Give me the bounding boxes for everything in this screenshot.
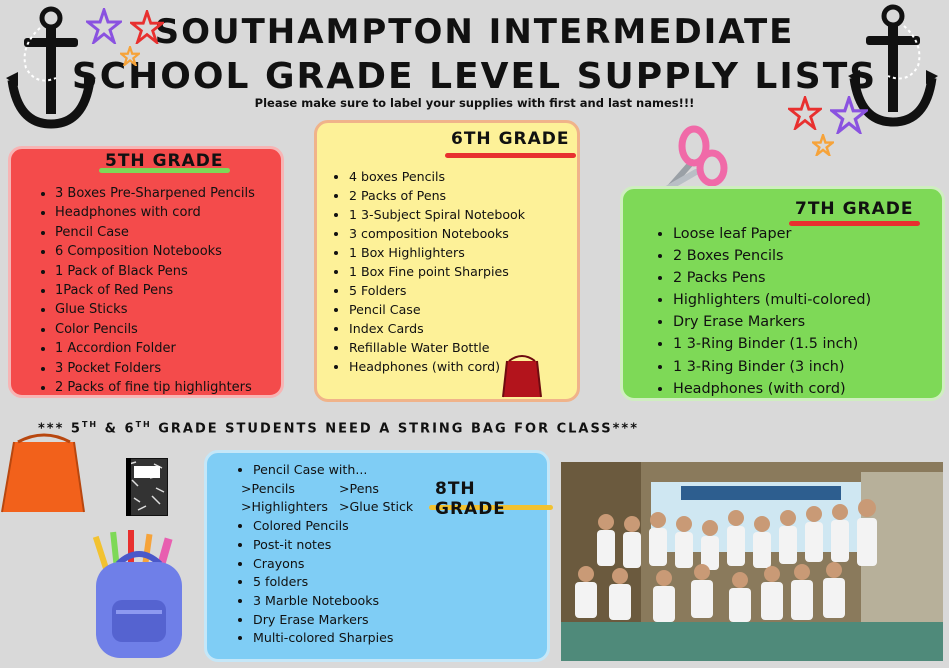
grade5-list [55, 184, 255, 397]
list-item: • Highlighters (multi-colored) [673, 289, 871, 311]
list-item: • Pencil Case [349, 300, 525, 319]
page-subtitle: Please make sure to label your supplies with first and last names!!! [254, 96, 695, 110]
page-title-line2: SCHOOL GRADE LEVEL SUPPLY LISTS [71, 56, 878, 97]
list-item: • 1Pack of Red Pens [55, 281, 255, 300]
grade8-heading: 8TH GRADE [435, 479, 547, 519]
page-title-line1: SOUTHAMPTON INTERMEDIATE [154, 12, 795, 52]
list-item: • 3 Pocket Folders [55, 359, 255, 378]
list-item: • Crayons [253, 555, 413, 574]
list-item: • 1 Box Fine point Sharpies [349, 262, 525, 281]
sub-item: >Highlighters [241, 499, 328, 515]
star-icon-orange-right [812, 134, 834, 156]
star-icon-red-right [788, 96, 822, 130]
list-item: • Pencil Case [55, 223, 255, 242]
list-item: • 1 Accordion Folder [55, 339, 255, 358]
drawstring-bag-icon-red [501, 351, 543, 399]
grade7-list [673, 223, 871, 400]
list-item: • 2 Packs of fine tip highlighters [55, 378, 255, 397]
grade6-heading: 6TH GRADE [451, 129, 570, 149]
list-item: • Dry Erase Markers [253, 611, 413, 630]
star-icon-red-left [130, 10, 164, 44]
grade6-card [314, 120, 580, 402]
list-item: • 1 3-Ring Binder (3 inch) [673, 356, 871, 378]
sub-list-row [241, 480, 413, 499]
list-item: • 3 composition Notebooks [349, 224, 525, 243]
list-item: • Headphones (with cord) [673, 378, 871, 400]
list-item: • 2 Boxes Pencils [673, 245, 871, 267]
grade6-list [349, 167, 525, 376]
star-icon-orange-left [120, 46, 140, 66]
grade5-card [8, 146, 284, 398]
list-item: • 5 Folders [349, 281, 525, 300]
list-item: • 3 Boxes Pre-Sharpened Pencils [55, 184, 255, 203]
list-item: • 3 Marble Notebooks [253, 592, 413, 611]
list-item: • Refillable Water Bottle [349, 338, 525, 357]
list-item: • 1 Pack of Black Pens [55, 262, 255, 281]
grade7-card [620, 186, 945, 401]
sub-list-row [241, 498, 413, 517]
star-icon-purple-right [830, 96, 868, 134]
class-photo [561, 462, 943, 661]
grade7-heading: 7TH GRADE [795, 199, 914, 219]
list-item: • 6 Composition Notebooks [55, 242, 255, 261]
anchor-icon-left [6, 6, 96, 134]
list-item: • Glue Sticks [55, 300, 255, 319]
list-item: • 5 folders [253, 573, 413, 592]
list-item: • Multi-colored Sharpies [253, 629, 413, 648]
list-item: • Headphones with cord [55, 203, 255, 222]
list-item: • Color Pencils [55, 320, 255, 339]
grade8-card [204, 450, 550, 662]
backpack-icon [84, 530, 194, 662]
drawstring-bag-icon-orange [0, 428, 88, 514]
list-item: • Loose leaf Paper [673, 223, 871, 245]
sub-item: >Pens [339, 480, 379, 496]
grade5-heading: 5TH GRADE [105, 151, 224, 171]
composition-notebook-icon [126, 458, 168, 516]
star-icon-purple-left [86, 8, 122, 44]
list-item: • Index Cards [349, 319, 525, 338]
grade8-list [241, 461, 414, 648]
list-item: • Colored Pencils [253, 517, 413, 536]
list-item: • 2 Packs Pens [673, 267, 871, 289]
list-item: • 1 3-Ring Binder (1.5 inch) [673, 333, 871, 355]
list-item: • 2 Packs of Pens [349, 186, 525, 205]
sub-item: >Pencils [241, 480, 295, 496]
string-bag-note: *** 5TH & 6TH GRADE STUDENTS NEED A STRING BAG FOR CLASS*** [38, 420, 640, 437]
list-item: • 1 Box Highlighters [349, 243, 525, 262]
list-item: • Pencil Case with... [253, 461, 413, 480]
list-item: • 1 3-Subject Spiral Notebook [349, 205, 525, 224]
sub-item: >Glue Stick [339, 499, 414, 515]
list-item: • Post-it notes [253, 536, 413, 555]
list-item: • Dry Erase Markers [673, 311, 871, 333]
list-item: • Headphones (with cord) [349, 357, 525, 376]
list-item: • 4 boxes Pencils [349, 167, 525, 186]
